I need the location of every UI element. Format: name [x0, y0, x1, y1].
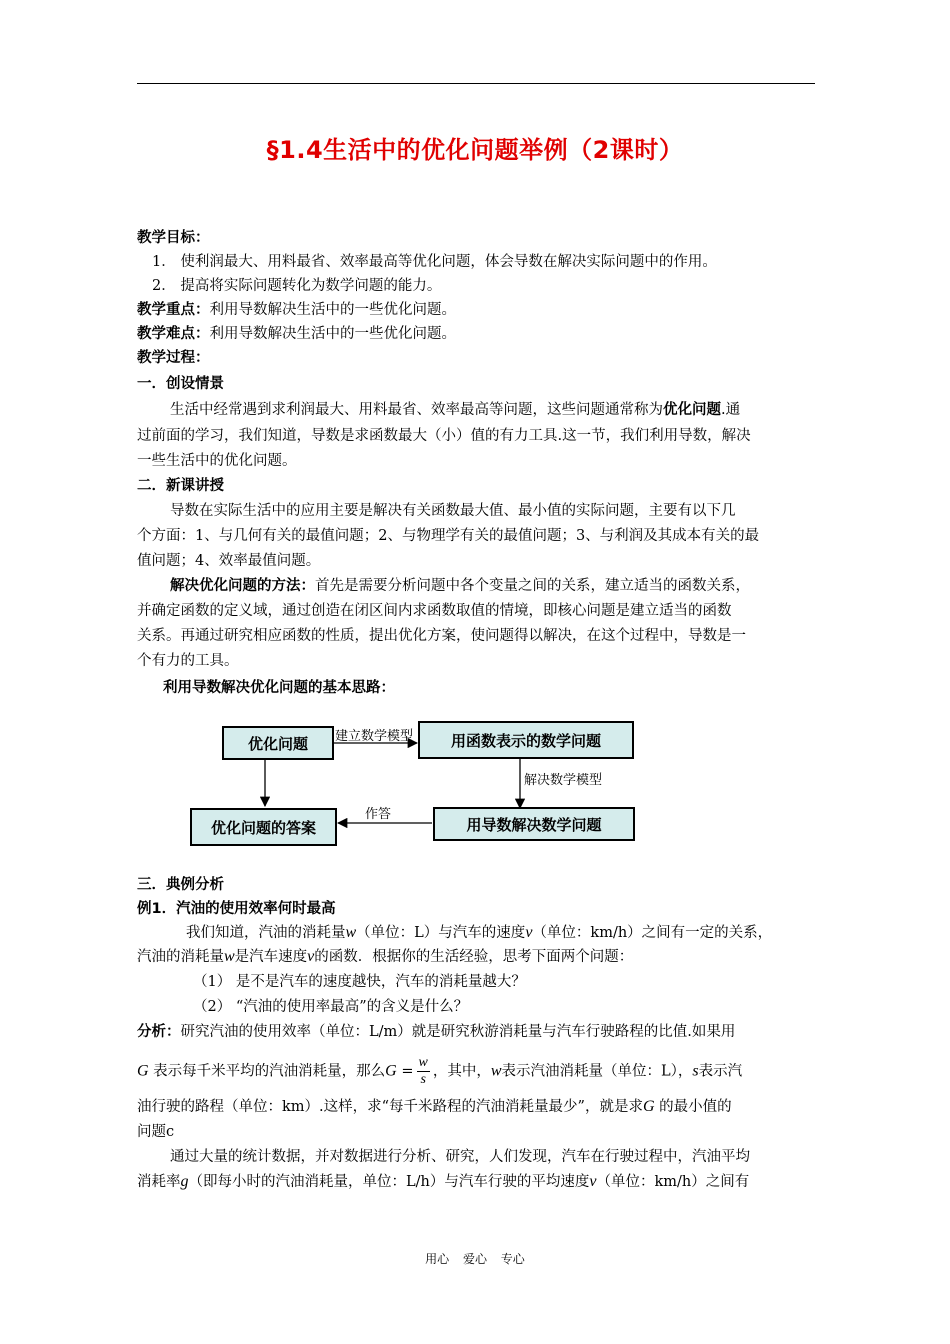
flow-box-derivative-solution: 用导数解决数学问题	[433, 807, 635, 841]
objectives-label: 教学目标：	[137, 230, 210, 246]
analysis-line-2: G 表示每千米平均的汽油消耗量，那么G = $\frac{w}{s}$ ，其中，w表示汽油消耗量（单位：L），s表示汽	[137, 1055, 743, 1087]
question-1: （1） 是不是汽车的速度越快，汽车的消耗量越大？	[193, 974, 526, 990]
method-line-3: 关系。再通过研究相应函数的性质，提出优化方案，使问题得以解决，在这个过程中，导数是一	[137, 628, 746, 644]
section-2-line-2: 个方面：1、与几何有关的最值问题；2、与物理学有关的最值问题；3、与利润及其成本有关的最	[137, 528, 760, 544]
objective-1: 1． 使利润最大、用料最省、效率最高等优化问题，体会导数在解决实际问题中的作用。	[152, 254, 717, 270]
statistics-line-2: 消耗率g（即每小时的汽油消耗量，单位：L/h）与汽车行驶的平均速度v（单位：km/h）之间有	[137, 1173, 750, 1190]
analysis-line-4: 问题c	[137, 1124, 175, 1140]
edge-label-model: 建立数学模型	[335, 729, 414, 744]
section-1-line-3: 一些生活中的优化问题。	[137, 453, 297, 469]
page-title: §1.4生活中的优化问题举例（2课时）	[266, 136, 684, 164]
page-footer: 用心 爱心 专心	[425, 1252, 525, 1266]
method-line-2: 并确定函数的定义域，通过创造在闭区间内求函数取值的情境，即核心问题是建立适当的函数	[137, 603, 732, 619]
difficulty: 教学难点：利用导数解决生活中的一些优化问题。	[137, 326, 456, 342]
statistics-line-1: 通过大量的统计数据，并对数据进行分析、研究，人们发现，汽车在行驶过程中，汽油平均	[170, 1149, 750, 1165]
example-1-heading: 例1．汽油的使用效率何时最高	[137, 901, 336, 917]
fraction-w-over-s: $\frac{w}{s}$	[418, 1055, 428, 1087]
objective-2: 2． 提高将实际问题转化为数学问题的能力。	[152, 278, 442, 294]
flow-box-answer: 优化问题的答案	[190, 808, 337, 846]
edge-label-solve: 解决数学模型	[524, 773, 603, 788]
section-1-line-1: 生活中经常遇到求利润最大、用料最省、效率最高等问题，这些问题通常称为优化问题.通	[170, 402, 741, 418]
method-line-4: 个有力的工具。	[137, 653, 239, 669]
flow-box-function-problem: 用函数表示的数学问题	[418, 721, 634, 759]
idea-heading: 利用导数解决优化问题的基本思路：	[163, 680, 395, 696]
example-1-line-1: 我们知道，汽油的消耗量w（单位：L）与汽车的速度v（单位：km/h）之间有一定的关系，	[186, 924, 773, 941]
section-1-line-2: 过前面的学习，我们知道，导数是求函数最大（小）值的有力工具.这一节，我们利用导数，解决	[137, 428, 751, 444]
analysis-line-1: 分析：研究汽油的使用效率（单位：L/m）就是研究秋游消耗量与汽车行驶路程的比值.如果用	[137, 1024, 736, 1040]
section-1-heading: 一．创设情景	[137, 376, 224, 392]
key-point: 教学重点：利用导数解决生活中的一些优化问题。	[137, 302, 456, 318]
section-2-line-3: 值问题；4、效率最值问题。	[137, 553, 321, 569]
analysis-line-3: 油行驶的路程（单位：km）.这样，求“每千米路程的汽油消耗量最少”，就是求G 的最小值的	[137, 1098, 732, 1115]
question-2: （2） “汽油的使用率最高”的含义是什么？	[193, 999, 469, 1015]
process-label: 教学过程：	[137, 350, 210, 366]
example-1-line-2: 汽油的消耗量w是汽车速度v的函数．根据你的生活经验，思考下面两个问题：	[137, 948, 634, 965]
flow-box-optimization-problem: 优化问题	[222, 726, 334, 760]
section-3-heading: 三．典例分析	[137, 877, 224, 893]
method-line-1: 解决优化问题的方法：首先是需要分析问题中各个变量之间的关系，建立适当的函数关系，	[170, 578, 750, 594]
edge-label-answer: 作答	[365, 807, 392, 822]
section-2-line-1: 导数在实际生活中的应用主要是解决有关函数最大值、最小值的实际问题，主要有以下几	[170, 503, 736, 519]
section-2-heading: 二．新课讲授	[137, 478, 224, 494]
